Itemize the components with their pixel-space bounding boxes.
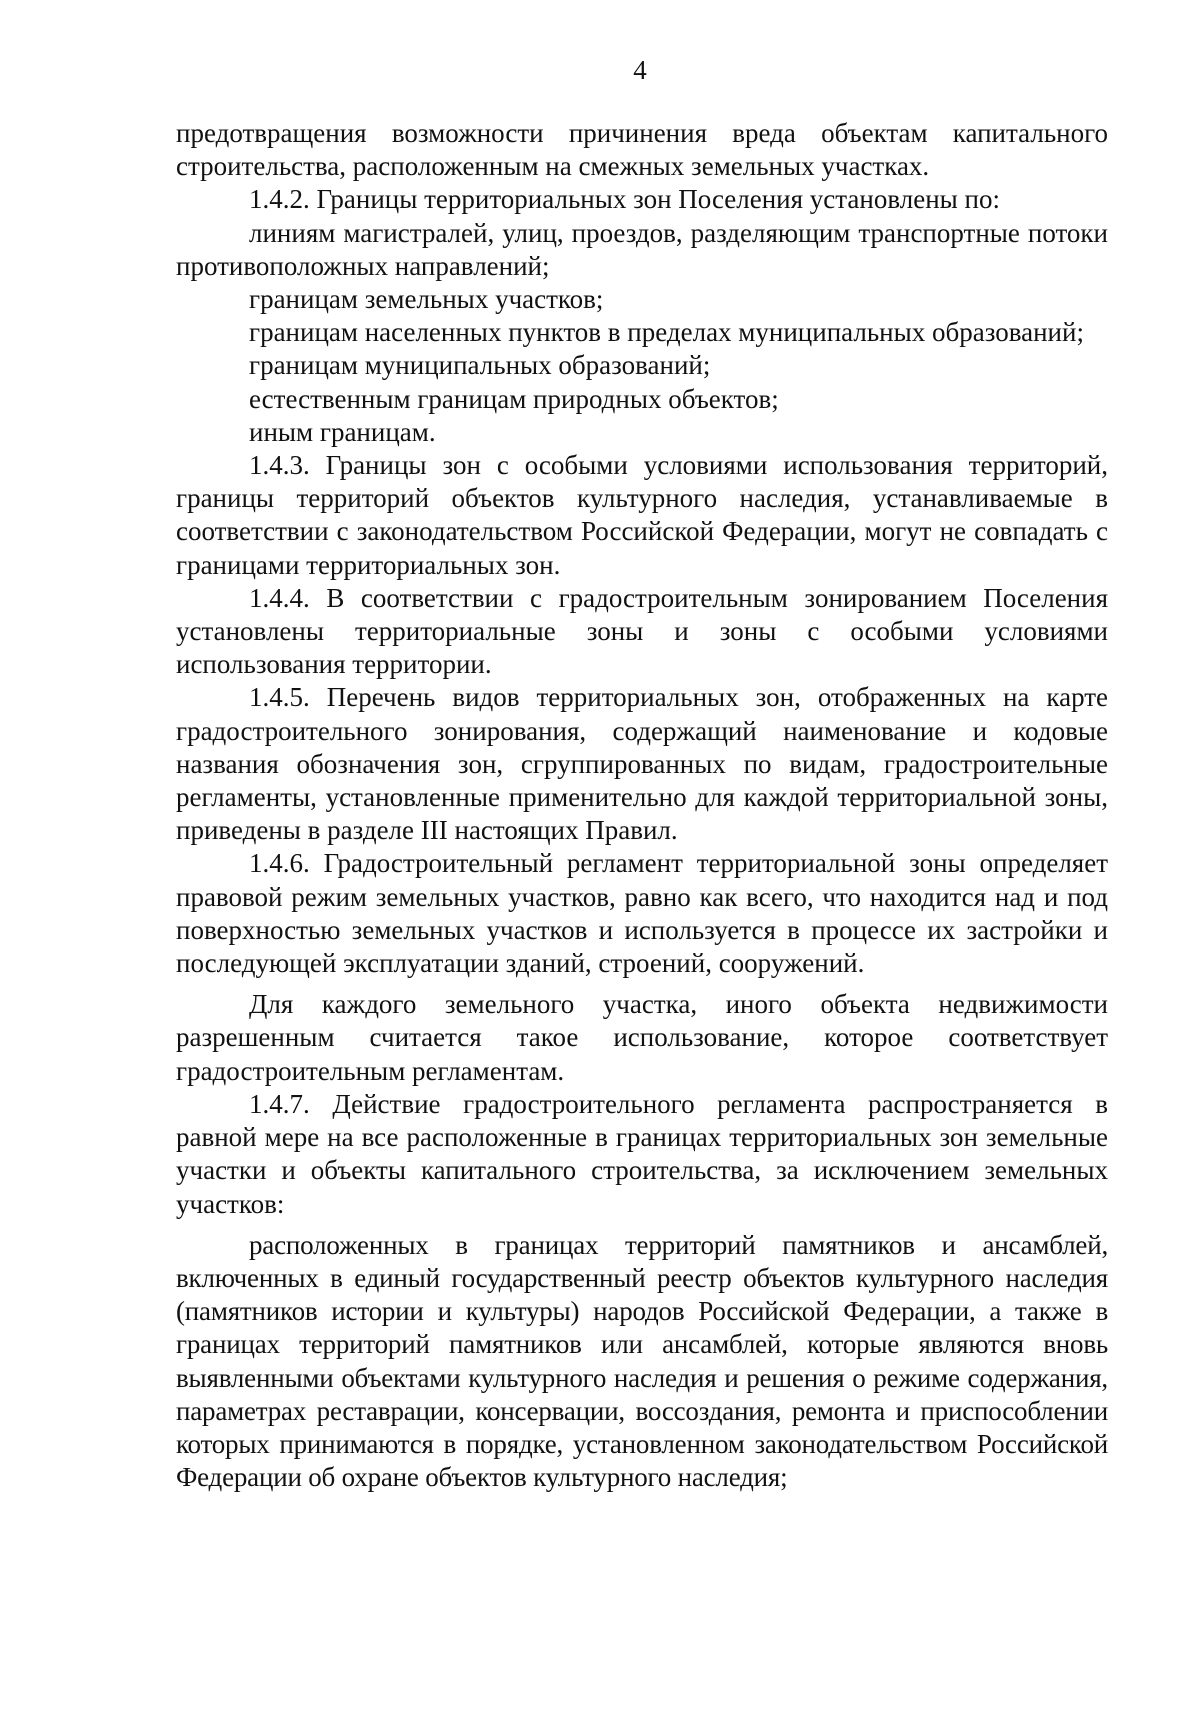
- list-item-settlement-borders: границам населенных пунктов в пределах муниципальных образований;: [249, 317, 1084, 348]
- page-number: 4: [633, 55, 647, 85]
- paragraph-1-4-2: 1.4.2. Границы территориальных зон Поселения установлены по:: [249, 184, 1000, 215]
- list-item-other-borders: иным границам.: [249, 416, 436, 447]
- paragraph-1-4-6: 1.4.6. Градостроительный регламент территориальной зоны определяет правовой режим земельных участков, равно как всего, что находится над и под поверхностью земельных участков и используется в процессе их застройки и последующей эксплуатации зданий, строений, сооружений.: [176, 848, 1108, 979]
- list-item-land-plot-borders: границам земельных участков;: [249, 284, 604, 315]
- list-item-municipal-borders: границам муниципальных образований;: [249, 350, 711, 381]
- list-item-natural-borders: естественным границам природных объектов;: [249, 383, 779, 414]
- paragraph-1-4-3: 1.4.3. Границы зон с особыми условиями использования территорий, границы территорий объектов культурного наследия, устанавливаемые в соответствии с законодательством Российской Федерации, могут не совпадать с границами территориальных зон.: [176, 450, 1108, 580]
- paragraph-1-4-5: 1.4.5. Перечень видов территориальных зон, отображенных на карте градостроительного зонирования, содержащий наименование и кодовые названия обозначения зон, сгруппированных по видам, градостроительные регламенты, установленные применительно для каждой территориальной зоны, приведены в разделе III настоящих Правил.: [176, 682, 1108, 846]
- paragraph-permitted-use: Для каждого земельного участка, иного объекта недвижимости разрешенным считается такое использование, которое соответствует градостроительным регламентам.: [176, 989, 1108, 1086]
- paragraph-continuation: предотвращения возможности причинения вреда объектам капитального строительства, расположенным на смежных земельных участках.: [176, 118, 1108, 182]
- document-body: [176, 117, 1108, 1494]
- paragraph-1-4-4: 1.4.4. В соответствии с градостроительным зонированием Поселения установлены территориальные зоны и зоны с особыми условиями использования территории.: [176, 582, 1108, 680]
- list-item-main-lines: линиям магистралей, улиц, проездов, разделяющим транспортные потоки противоположных направлений;: [176, 217, 1108, 281]
- paragraph-heritage-exception: расположенных в границах территорий памятников и ансамблей, включенных в единый государственный реестр объектов культурного наследия (памятников истории и культуры) народов Российской Федерации, а также в границах территорий памятников или ансамблей, которые являются вновь выявленными объектами культурного наследия и решения о режиме содержания, параметрах реставрации, консервации, воссоздания, ремонта и приспособлении которых принимаются в порядке, установленном законодательством Российской Федерации об охране объектов культурного наследия;: [176, 1229, 1108, 1493]
- paragraph-1-4-7: 1.4.7. Действие градостроительного регламента распространяется в равной мере на все расположенные в границах территориальных зон земельные участки и объекты капитального строительства, за исключением земельных участков:: [176, 1088, 1108, 1219]
